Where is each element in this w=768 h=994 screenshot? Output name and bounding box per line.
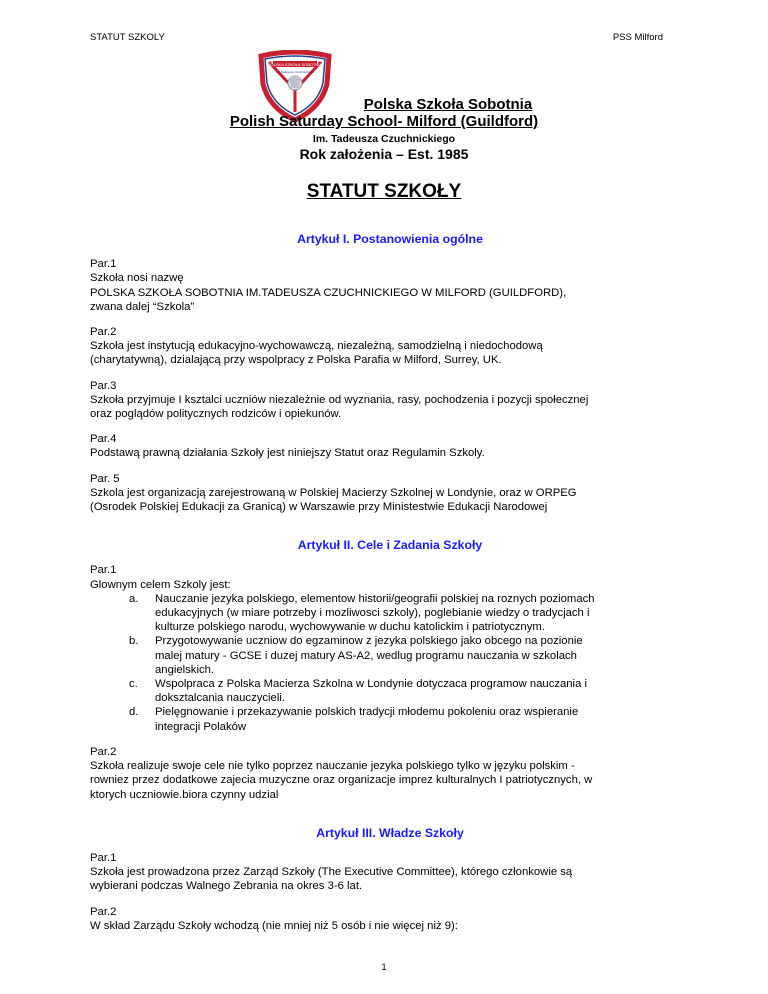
article-3-par-2 — [90, 905, 690, 933]
goals-list — [90, 592, 690, 734]
list-item-letter: c. — [129, 678, 138, 691]
header-right-text: PSS Milford — [612, 32, 663, 43]
list-item — [90, 592, 690, 635]
article-2-par-2 — [90, 745, 690, 802]
par-label: Par.4 — [90, 433, 117, 446]
school-established: Rok założenia – Est. 1985 — [299, 146, 469, 162]
list-item-letter: d. — [129, 706, 139, 719]
list-item-letter: b. — [129, 635, 139, 648]
page-header — [90, 32, 663, 46]
list-item-line: Wspolpraca z Polska Macierza Szkolna w Londynie dotyczaca programow nauczania i — [155, 678, 588, 691]
list-item-line: Przygotowywanie uczniow do egzaminow z jezyka polskiego jako obcego na pozionie — [155, 635, 583, 648]
par-line: (Osrodek Polskiej Edukacji za Granicą) w Warszawie przy Ministestwie Edukacji Narodowej — [90, 501, 548, 514]
list-item-letter: a. — [129, 592, 139, 605]
par-line: Szkoła jest prowadzona przez Zarząd Szkoły (The Executive Committee), którego członkowie są — [90, 866, 573, 879]
article-1-par-1 — [90, 257, 690, 314]
school-name-english: Polish Saturday School- Milford (Guildford) — [229, 113, 539, 130]
list-item — [90, 705, 690, 733]
list-item-line: edukacyjnych (w miare potrzeby i mozliwosci szkoly), poglebianie wiedzy o tradycjach i — [155, 607, 590, 620]
article-1-par-4 — [90, 432, 690, 460]
par-line: POLSKA SZKOŁA SOBOTNIA IM.TADEUSZA CZUCHNICKIEGO W MILFORD (GUILDFORD), — [90, 286, 567, 299]
par-label: Par.2 — [90, 745, 117, 758]
par-line: Szkoła realizuje swoje cele nie tylko poprzez nauczanie jezyka polskiego tylko w języku polskim - — [90, 760, 575, 773]
par-line: Szkola jest organizacją zarejestrowaną w Polskiej Macierzy Szkolnej w Londynie, oraz w ORPEG — [90, 486, 577, 499]
par-line: Szkoła przyjmuje I ksztalci uczniów niezależnie od wyznania, rasy, pochodzenia i pozycji społecznej — [90, 393, 589, 406]
list-item-line: kulturze polskiego narodu, wychowywanie w duchu katolickim i patriotycznym. — [155, 621, 545, 634]
par-line: ktorych uczniowie.biora czynny udzial — [90, 788, 279, 801]
par-line: Glownym celem Szkoly jest: — [90, 578, 231, 591]
list-item-line: Nauczanie jezyka polskiego, elementow historii/geografii polskiej na roznych poziomach — [155, 592, 595, 605]
article-1-par-2 — [90, 325, 690, 368]
par-line: (charytatywną), dzialającą przy wspolpracy z Polska Parafia w Milford, Surrey, UK. — [90, 354, 502, 367]
par-label: Par.1 — [90, 851, 117, 864]
article-2-par-1 — [90, 563, 690, 733]
school-title-block — [0, 96, 768, 163]
par-label: Par.3 — [90, 379, 117, 392]
article-3-par-1 — [90, 851, 690, 894]
par-line: Szkoła nosi nazwę — [90, 272, 184, 285]
list-item-line: malej matury - GCSE i duzej matury AS-A2, wedlug programu nauczania w szkolach — [155, 649, 577, 662]
list-item-line: angielskich. — [155, 663, 215, 676]
par-line: rowniez przez dodatkowe zajecia muzyczne oraz organizacje imprez kulturalnych I patriotycznych, w — [90, 774, 593, 787]
list-item — [90, 677, 690, 705]
page-number: 1 — [381, 962, 387, 973]
par-label: Par.1 — [90, 258, 117, 271]
par-line: oraz poglądów politycznych rodziców i opiekunów. — [90, 408, 342, 421]
logo-text-line1: POLSKA SZKOŁA SOBOTNIA — [267, 62, 323, 67]
list-item-line: integracji Polaków — [155, 720, 247, 733]
par-label: Par.1 — [90, 564, 117, 577]
article-2-heading: Artykuł II. Cele i Zadania Szkoły — [297, 538, 483, 553]
par-line: zwana dalej “Szkola” — [90, 300, 195, 313]
article-1-heading: Artykuł I. Postanowienia ogólne — [297, 232, 483, 246]
article-3-heading: Artykuł III. Władze Szkoły — [316, 825, 464, 840]
logo-text-line2: im. Tadeusza Czuchnickiego — [276, 70, 314, 74]
par-line: W skład Zarządu Szkoły wchodzą (nie mniej niż 5 osób i nie więcej niż 9): — [90, 919, 458, 932]
list-item-line: Pielęgnowanie i przekazywanie polskich tradycji młodemu pokoleniu oraz wspieranie — [155, 706, 579, 719]
header-left-text: STATUT SZKOLY — [90, 32, 165, 43]
document-body — [90, 232, 690, 933]
article-1-par-3 — [90, 379, 690, 422]
school-patron: Im. Tadeusza Czuchnickiego — [312, 133, 456, 145]
list-item — [90, 634, 690, 677]
par-line: wybierani podczas Walnego Zebrania na okres 3-6 lat. — [90, 880, 363, 893]
par-line: Szkoła jest instytucją edukacyjno-wychowawczą, niezależną, samodzielną i niedochodową — [90, 340, 543, 353]
par-label: Par.2 — [90, 326, 117, 339]
par-label: Par. 5 — [90, 472, 120, 485]
par-line: Podstawą prawną działania Szkoły jest niniejszy Statut oraz Regulamin Szkoly. — [90, 447, 485, 460]
par-label: Par.2 — [90, 905, 117, 918]
list-item-line: doksztalcania nauczycieli. — [155, 692, 285, 705]
article-1-par-5 — [90, 472, 690, 515]
document-title: STATUT SZKOŁY — [306, 181, 462, 202]
school-name-polish: Polska Szkoła Sobotnia — [363, 96, 533, 113]
